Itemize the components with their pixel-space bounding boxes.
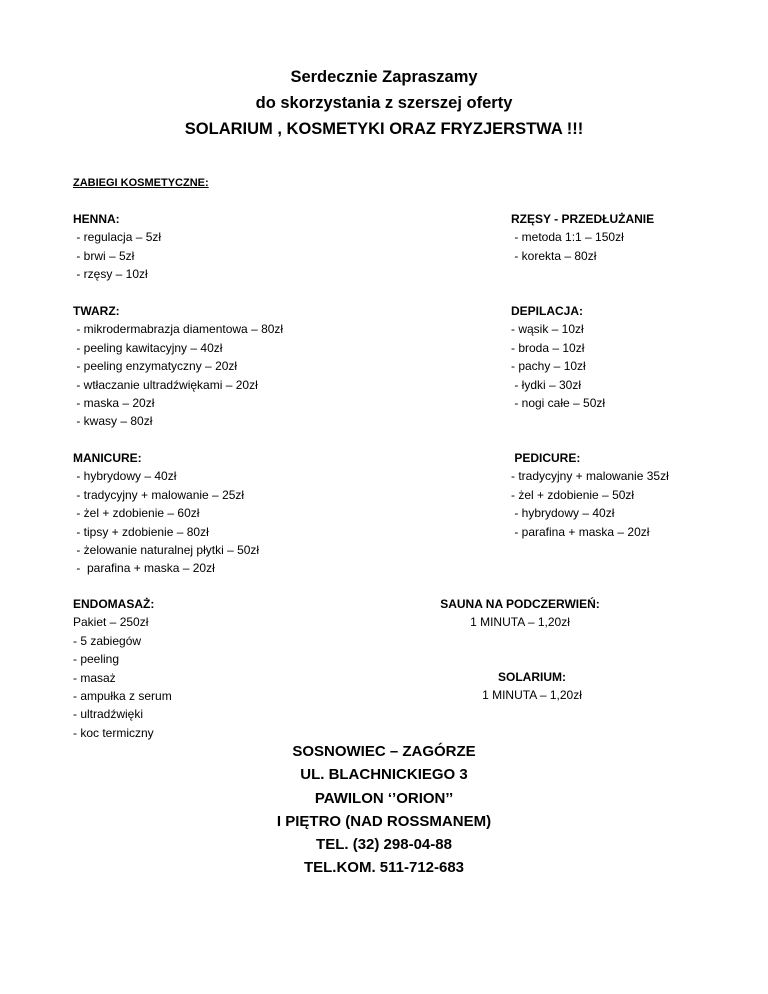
henna-item: - regulacja – 5zł (73, 230, 162, 245)
twarz-title: TWARZ: (73, 304, 120, 318)
solarium-price: 1 MINUTA – 1,20zł (482, 688, 582, 703)
address-line: UL. BLACHNICKIEGO 3 (300, 766, 468, 784)
mobile-phone-line: TEL.KOM. 511-712-683 (303, 859, 465, 877)
rzesy-block (511, 210, 654, 265)
endomasaz-item: - koc termiczny (73, 725, 154, 740)
rzesy-item: - metoda 1:1 – 150zł (511, 230, 624, 245)
pedicure-block (511, 449, 669, 541)
twarz-item: - maska – 20zł (73, 396, 155, 411)
twarz-item: - peeling kawitacyjny – 40zł (73, 340, 223, 355)
address-line: I PIĘTRO (NAD ROSSMANEM) (276, 812, 492, 830)
address-block (0, 740, 768, 880)
sauna-price: 1 MINUTA – 1,20zł (470, 615, 570, 630)
henna-item: - brwi – 5zł (73, 248, 135, 263)
manicure-item: - tipsy + zdobienie – 80zł (73, 524, 209, 539)
pedicure-item: - hybrydowy – 40zł (511, 506, 615, 521)
depilacja-item: - wąsik – 10zł (511, 322, 584, 337)
manicure-item: - żel + zdobienie – 60zł (73, 506, 200, 521)
header-line-3: SOLARIUM , KOSMETYKI ORAZ FRYZJERSTWA !!! (184, 120, 584, 138)
manicure-title: MANICURE: (73, 451, 142, 465)
depilacja-item: - nogi całe – 50zł (511, 396, 606, 411)
address-line: PAWILON ‘’ORION’’ (314, 789, 454, 807)
twarz-item: - peeling enzymatyczny – 20zł (73, 359, 238, 374)
header-line-1: Serdecznie Zapraszamy (290, 68, 478, 86)
pedicure-item: - żel + zdobienie – 50zł (511, 487, 635, 502)
section-label: ZABIEGI KOSMETYCZNE: (73, 177, 209, 189)
manicure-item: - parafina + maska – 20zł (73, 561, 215, 576)
henna-item: - rzęsy – 10zł (73, 267, 148, 282)
henna-block (73, 210, 161, 284)
endomasaz-item: - masaż (73, 670, 116, 685)
header (0, 64, 768, 142)
depilacja-item: - łydki – 30zł (511, 377, 582, 392)
manicure-item: - hybrydowy – 40zł (73, 469, 177, 484)
endomasaz-block (73, 595, 172, 742)
twarz-item: - kwasy – 80zł (73, 414, 153, 429)
manicure-block (73, 449, 259, 578)
henna-title: HENNA: (73, 212, 120, 226)
manicure-item: - żelowanie naturalnej płytki – 50zł (73, 543, 260, 558)
depilacja-item: - pachy – 10zł (511, 359, 586, 374)
endomasaz-item: - ultradźwięki (73, 707, 144, 722)
rzesy-item: - korekta – 80zł (511, 248, 597, 263)
twarz-item: - mikrodermabrazja diamentowa – 80zł (73, 322, 284, 337)
depilacja-title: DEPILACJA: (511, 304, 584, 318)
endomasaz-item: Pakiet – 250zł (73, 615, 149, 630)
endomasaz-item: - ampułka z serum (73, 689, 172, 704)
solarium-block (432, 668, 632, 705)
manicure-item: - tradycyjny + malowanie – 25zł (73, 487, 245, 502)
address-line: SOSNOWIEC – ZAGÓRZE (292, 743, 476, 760)
pedicure-item: - tradycyjny + malowanie 35zł (511, 469, 669, 484)
sauna-title: SAUNA NA PODCZERWIEŃ: (440, 597, 600, 611)
depilacja-block (511, 302, 605, 412)
rzesy-title: RZĘSY - PRZEDŁUŻANIE (511, 212, 655, 226)
sauna-block (420, 595, 620, 632)
phone-line: TEL. (32) 298-04-88 (316, 836, 452, 854)
pedicure-title: PEDICURE: (511, 451, 581, 465)
twarz-block (73, 302, 283, 431)
endomasaz-title: ENDOMASAŻ: (73, 597, 155, 611)
header-line-2: do skorzystania z szerszej oferty (255, 94, 513, 112)
depilacja-item: - broda – 10zł (511, 340, 585, 355)
endomasaz-item: - peeling (73, 652, 120, 667)
pedicure-item: - parafina + maska – 20zł (511, 524, 650, 539)
endomasaz-item: - 5 zabiegów (73, 633, 142, 648)
twarz-item: - wtłaczanie ultradźwiękami – 20zł (73, 377, 258, 392)
solarium-title: SOLARIUM: (498, 670, 566, 684)
